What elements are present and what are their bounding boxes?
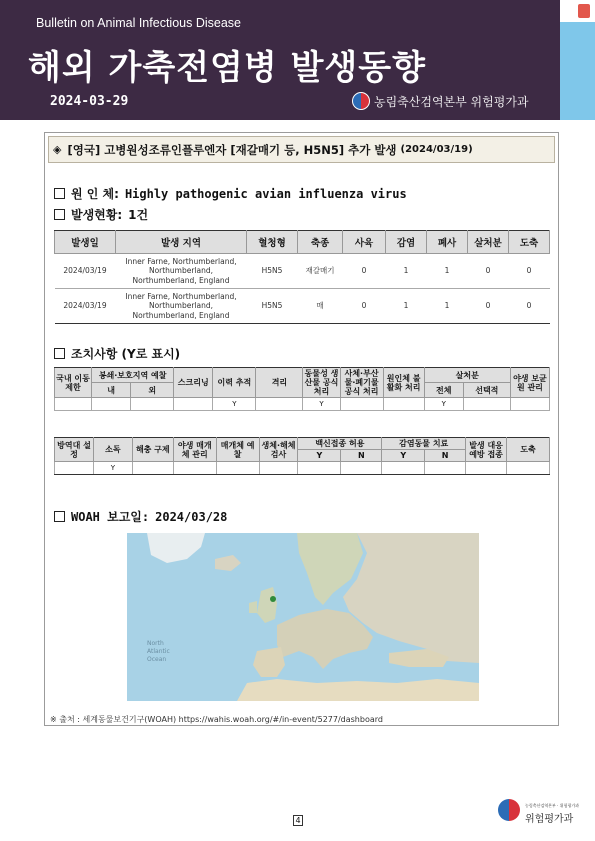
table-cell: 0 bbox=[468, 254, 509, 289]
table-cell bbox=[131, 398, 174, 411]
table-cell: Y bbox=[213, 398, 256, 411]
table-cell: 2024/03/19 bbox=[55, 254, 116, 289]
col-header: 도축 bbox=[509, 231, 550, 254]
col-header: 감염 bbox=[386, 231, 427, 254]
table-cell bbox=[510, 398, 549, 411]
header-accent-blue bbox=[560, 22, 595, 120]
table-cell: 0 bbox=[468, 289, 509, 324]
col-header: 감염동물 치료 bbox=[382, 438, 466, 450]
col-header: 살처분 bbox=[424, 368, 510, 383]
topic-label: [영국] 고병원성조류인플루엔자 [재갈매기 등, H5N5] 추가 발생 bbox=[67, 142, 397, 157]
table-cell bbox=[173, 462, 216, 475]
table-cell: 1 bbox=[386, 289, 427, 324]
table-cell bbox=[507, 462, 550, 475]
col-header: 백신접종 허용 bbox=[298, 438, 382, 450]
woah-date: 2024/03/28 bbox=[155, 509, 228, 524]
agency-logo-icon bbox=[498, 799, 520, 821]
table-cell bbox=[298, 462, 341, 475]
footer-org-small: 농림축산검역본부 · 위험평가과 bbox=[525, 803, 580, 808]
bookmark-icon bbox=[578, 4, 590, 18]
europe-map-svg bbox=[127, 533, 479, 701]
col-header: N bbox=[425, 450, 466, 462]
topic-date: (2024/03/19) bbox=[400, 144, 473, 155]
org-label: 농림축산검역본부 위험평가과 bbox=[374, 94, 529, 109]
measures-label: 조치사항 (Y로 표시) bbox=[71, 347, 181, 361]
checkbox-square-icon bbox=[54, 209, 65, 220]
table-cell bbox=[55, 462, 94, 475]
table-cell bbox=[466, 462, 507, 475]
publish-date: 2024-03-29 bbox=[50, 94, 129, 109]
table-header-row bbox=[55, 368, 550, 383]
north-africa-land bbox=[237, 679, 479, 701]
col-header: 전체 bbox=[424, 383, 463, 398]
col-header: 야생 보균원 관리 bbox=[510, 368, 549, 398]
col-header: 봉쇄·보호지역 예찰 bbox=[92, 368, 174, 383]
measures-table-1 bbox=[54, 367, 550, 411]
table-cell bbox=[92, 398, 131, 411]
col-header: 외 bbox=[131, 383, 174, 398]
col-header: 발생 대응 예방 접종 bbox=[466, 438, 507, 462]
ocean-label: Atlantic bbox=[147, 648, 170, 655]
col-header: 사체·부산물·폐기물 공식 처리 bbox=[340, 368, 383, 398]
table-header-row bbox=[55, 438, 550, 450]
bulletin-label: Bulletin on Animal Infectious Disease bbox=[36, 16, 241, 30]
pathogen-line bbox=[54, 185, 407, 202]
woah-line bbox=[54, 508, 227, 525]
table-cell: 1 bbox=[427, 289, 468, 324]
status-label: 발생현황: bbox=[71, 208, 123, 222]
col-header: 소독 bbox=[93, 438, 132, 462]
org-name bbox=[352, 92, 529, 110]
table-cell bbox=[55, 398, 92, 411]
table-cell bbox=[340, 398, 383, 411]
table-header-row bbox=[55, 231, 550, 254]
measures-line bbox=[54, 345, 180, 362]
source-note: ※ 출처 : 세계동물보건기구(WOAH) https://wahis.woah.org/#/in-event/5277/dashboard bbox=[50, 715, 383, 724]
table-cell bbox=[132, 462, 173, 475]
col-header: 혈청형 bbox=[247, 231, 298, 254]
col-header: 격리 bbox=[256, 368, 303, 398]
checkbox-square-icon bbox=[54, 511, 65, 522]
diamond-icon: ◈ bbox=[53, 143, 62, 156]
col-header: 폐사 bbox=[427, 231, 468, 254]
table-cell: Y bbox=[93, 462, 132, 475]
table-cell bbox=[425, 462, 466, 475]
ocean-label: Ocean bbox=[147, 656, 167, 663]
table-cell: 매 bbox=[298, 289, 343, 324]
table-cell: H5N5 bbox=[247, 254, 298, 289]
table-cell bbox=[341, 462, 382, 475]
table-cell: 0 bbox=[509, 289, 550, 324]
woah-label: WOAH 보고일: bbox=[71, 510, 150, 524]
table-cell bbox=[216, 462, 259, 475]
footer-dept: 위험평가과 bbox=[525, 814, 574, 825]
table-cell: H5N5 bbox=[247, 289, 298, 324]
checkbox-square-icon bbox=[54, 188, 65, 199]
col-header: 동물성 생산물 공식 처리 bbox=[304, 369, 339, 396]
col-header: 국내 이동 제한 bbox=[55, 368, 92, 398]
col-header: Y bbox=[382, 450, 425, 462]
table-cell: 0 bbox=[343, 289, 386, 324]
table-cell bbox=[382, 462, 425, 475]
pathogen-label: 원 인 체: bbox=[71, 187, 119, 201]
table-cell: Y bbox=[303, 398, 340, 411]
table-cell: 0 bbox=[343, 254, 386, 289]
col-header: 생체·해체 검사 bbox=[259, 438, 298, 462]
table-cell: Inner Farne, Northumberland, Northumberland, Northumberland, England bbox=[116, 254, 247, 289]
table-row bbox=[55, 289, 550, 324]
table-cell: Inner Farne, Northumberland, Northumberland, Northumberland, England bbox=[116, 289, 247, 324]
table-row bbox=[55, 254, 550, 289]
outbreak-marker-icon bbox=[270, 596, 276, 602]
col-header: 발생일 bbox=[55, 231, 116, 254]
col-header: 살처분 bbox=[468, 231, 509, 254]
table-cell: 0 bbox=[509, 254, 550, 289]
table-cell: 1 bbox=[427, 254, 468, 289]
col-header: 이력 추적 bbox=[213, 368, 256, 398]
table-cell bbox=[463, 398, 510, 411]
table-cell bbox=[256, 398, 303, 411]
topic-heading bbox=[48, 136, 555, 163]
page-title: 해외 가축전염병 발생동향 bbox=[28, 48, 426, 88]
col-header: 선택적 bbox=[463, 383, 510, 398]
ocean-label: North bbox=[147, 640, 164, 647]
checkbox-square-icon bbox=[54, 348, 65, 359]
col-header: 발생 지역 bbox=[116, 231, 247, 254]
outbreak-map bbox=[127, 533, 479, 701]
col-header: 내 bbox=[92, 383, 131, 398]
table-cell bbox=[383, 398, 424, 411]
status-line bbox=[54, 206, 148, 223]
page-number: 4 bbox=[293, 815, 303, 826]
table-cell: 2024/03/19 bbox=[55, 289, 116, 324]
table-row bbox=[55, 398, 550, 411]
outbreak-table bbox=[54, 230, 550, 324]
col-header: 야생 매개체 관리 bbox=[173, 438, 216, 462]
table-cell: Y bbox=[424, 398, 463, 411]
col-header: 방역대 설정 bbox=[55, 438, 94, 462]
col-header: 도축 bbox=[507, 438, 550, 462]
col-header: 축종 bbox=[298, 231, 343, 254]
table-cell: 재갈매기 bbox=[298, 254, 343, 289]
table-cell bbox=[174, 398, 213, 411]
table-cell bbox=[259, 462, 298, 475]
col-header: 원인체 불활화 처리 bbox=[383, 368, 424, 398]
status-value: 1건 bbox=[128, 208, 149, 222]
measures-table-2 bbox=[54, 437, 550, 475]
table-row bbox=[55, 462, 550, 475]
col-header: 스크리닝 bbox=[174, 368, 213, 398]
agency-logo-icon bbox=[352, 92, 370, 110]
col-header: 사육 bbox=[343, 231, 386, 254]
col-header: N bbox=[341, 450, 382, 462]
ireland-land bbox=[249, 601, 257, 613]
col-header: Y bbox=[298, 450, 341, 462]
table-cell: 1 bbox=[386, 254, 427, 289]
pathogen-value: Highly pathogenic avian influenza virus bbox=[124, 186, 407, 201]
col-header: 해충 구제 bbox=[132, 438, 173, 462]
col-header: 매개체 예찰 bbox=[216, 438, 259, 462]
